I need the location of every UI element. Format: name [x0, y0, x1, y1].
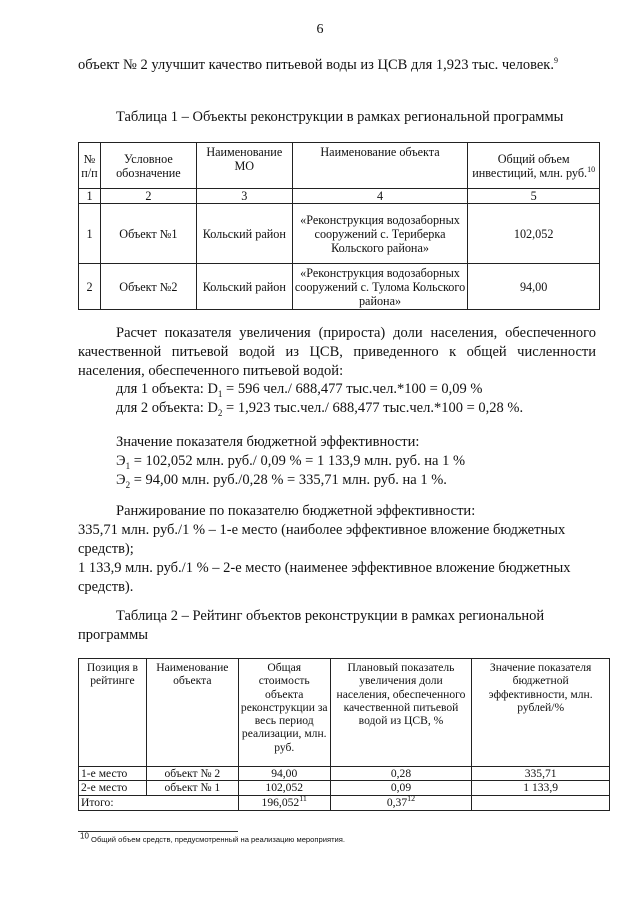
- footnote-ref-12: 12: [407, 794, 416, 804]
- t2-row1-efficiency: 335,71: [472, 767, 610, 781]
- t1-row2-mo: Кольский район: [196, 264, 292, 310]
- ranking-item-1: 335,71 млн. руб./1 % – 1-е место (наиболее эффективное вложение бюджетных средств);: [78, 522, 566, 557]
- efficiency-e1-lead: Э: [116, 453, 126, 469]
- t1-header-name: Наименование объекта: [292, 143, 468, 189]
- table-row: [79, 767, 610, 781]
- ranking-item-2: 1 133,9 млн. руб./1 % – 2-е место (наименее эффективное вложение бюджетных средств).: [78, 560, 571, 595]
- table-row: [79, 781, 610, 795]
- calc-d2-rest: = 1,923 тыс.чел./ 688,477 тыс.чел.*100 = 0,28 %.: [222, 400, 524, 416]
- calc-d2-lead: для 2 объекта: D: [116, 400, 218, 416]
- calc-d1: [116, 380, 596, 399]
- efficiency-e2-rest: = 94,00 млн. руб./0,28 % = 335,71 млн. руб. на 1 %.: [130, 472, 447, 488]
- table1-index-row: [79, 189, 600, 204]
- efficiency-e1-rest: = 102,052 млн. руб./ 0,09 % = 1 133,9 млн. руб. на 1 %: [130, 453, 466, 469]
- footnote-divider: [78, 831, 238, 832]
- t2-row2-efficiency: 1 133,9: [472, 781, 610, 795]
- calc-intro: Расчет показателя увеличения (прироста) доли населения, обеспеченного качественной питьевой водой из ЦСВ, приведенного к общей численности населения, обеспеченного питьевой водой:: [78, 325, 596, 379]
- t1-header-designation: Условное обозначение: [100, 143, 196, 189]
- t1-row2-investment: 94,00: [468, 264, 600, 310]
- t1-index-2: 2: [100, 189, 196, 204]
- efficiency-e1: [116, 452, 596, 471]
- t1-header-investment-text: Общий объем инвестиций, млн. руб.: [472, 151, 588, 180]
- table1-header-row: [79, 143, 600, 189]
- t2-row1-cost: 94,00: [238, 767, 330, 781]
- efficiency-e2-sub: 2: [125, 479, 131, 490]
- t1-row1-mo: Кольский район: [196, 204, 292, 264]
- calc-d1-rest: = 596 чел./ 688,477 тыс.чел.*100 = 0,09 %: [222, 381, 483, 397]
- t1-index-3: 3: [196, 189, 292, 204]
- t2-total-cost: [238, 795, 330, 810]
- footnote: [80, 831, 346, 845]
- t2-row2-position: 2-е место: [79, 781, 147, 795]
- t1-row1-num: 1: [79, 204, 101, 264]
- calc-d1-sub: 1: [217, 388, 223, 399]
- efficiency-e2: [116, 471, 596, 490]
- calc-d1-lead: для 1 объекта: D: [116, 381, 218, 397]
- efficiency-e2-lead: Э: [116, 472, 126, 488]
- table1-caption: Таблица 1 – Объекты реконструкции в рамках региональной программы: [116, 109, 564, 125]
- t2-header-position: Позиция в рейтинге: [79, 659, 147, 767]
- table2: [78, 658, 610, 811]
- ranking-heading: Ранжирование по показателю бюджетной эффективности:: [116, 503, 476, 519]
- t1-index-4: 4: [292, 189, 468, 204]
- calc-d2-sub: 2: [217, 407, 223, 418]
- t2-row2-name: объект № 1: [146, 781, 238, 795]
- t2-total-efficiency: [472, 795, 610, 810]
- t1-row2-name: «Реконструкция водозаборных сооружений с. Тулома Кольского района»: [292, 264, 468, 310]
- calc-d2: [116, 399, 596, 418]
- t2-row2-cost: 102,052: [238, 781, 330, 795]
- table-row: [79, 204, 600, 264]
- t2-header-efficiency: Значение показателя бюджетной эффективности, млн. рублей/%: [472, 659, 610, 767]
- t2-row1-name: объект № 2: [146, 767, 238, 781]
- t2-header-planned: Плановый показатель увеличения доли населения, обеспеченного качественной питьевой водой из ЦСВ, %: [330, 659, 472, 767]
- t1-row1-designation: Объект №1: [100, 204, 196, 264]
- t2-row2-planned: 0,09: [330, 781, 472, 795]
- footnote-ref-10: 10: [587, 164, 596, 174]
- t1-index-5: 5: [468, 189, 600, 204]
- intro-paragraph: [78, 56, 596, 75]
- t2-header-cost: Общая стоимость объекта реконструкции за весь период реализации, млн. руб.: [238, 659, 330, 767]
- table1: [78, 142, 600, 310]
- page-number: 6: [316, 22, 324, 37]
- table2-total-row: [79, 795, 610, 810]
- t1-index-1: 1: [79, 189, 101, 204]
- t2-total-cost-value: 196,052: [261, 795, 300, 809]
- t1-row2-designation: Объект №2: [100, 264, 196, 310]
- t2-total-planned-value: 0,37: [386, 795, 408, 809]
- footnote-ref-11: 11: [299, 794, 307, 804]
- table2-caption: Таблица 2 – Рейтинг объектов реконструкции в рамках региональной программы: [78, 608, 545, 643]
- t1-header-investment: [468, 143, 600, 189]
- t1-row2-num: 2: [79, 264, 101, 310]
- footnote-text: Общий объем средств, предусмотренный на реализацию мероприятия.: [91, 835, 346, 844]
- t1-row1-investment: 102,052: [468, 204, 600, 264]
- t2-total-planned: [330, 795, 472, 810]
- footnote-ref-9: 9: [553, 56, 558, 66]
- t1-header-mo: Наименование МО: [196, 143, 292, 189]
- t2-row1-position: 1-е место: [79, 767, 147, 781]
- table-row: [79, 264, 600, 310]
- t2-header-name: Наименование объекта: [146, 659, 238, 767]
- t1-header-num: № п/п: [79, 143, 101, 189]
- footnote-number: 10: [80, 831, 89, 841]
- table2-header-row: [79, 659, 610, 767]
- t2-row1-planned: 0,28: [330, 767, 472, 781]
- efficiency-e1-sub: 1: [125, 460, 131, 471]
- efficiency-heading: Значение показателя бюджетной эффективности:: [116, 434, 420, 450]
- intro-text: объект № 2 улучшит качество питьевой воды из ЦСВ для 1,923 тыс. человек.: [78, 57, 554, 73]
- t1-row1-name: «Реконструкция водозаборных сооружений с. Териберка Кольского района»: [292, 204, 468, 264]
- t2-total-label: Итого:: [79, 795, 239, 810]
